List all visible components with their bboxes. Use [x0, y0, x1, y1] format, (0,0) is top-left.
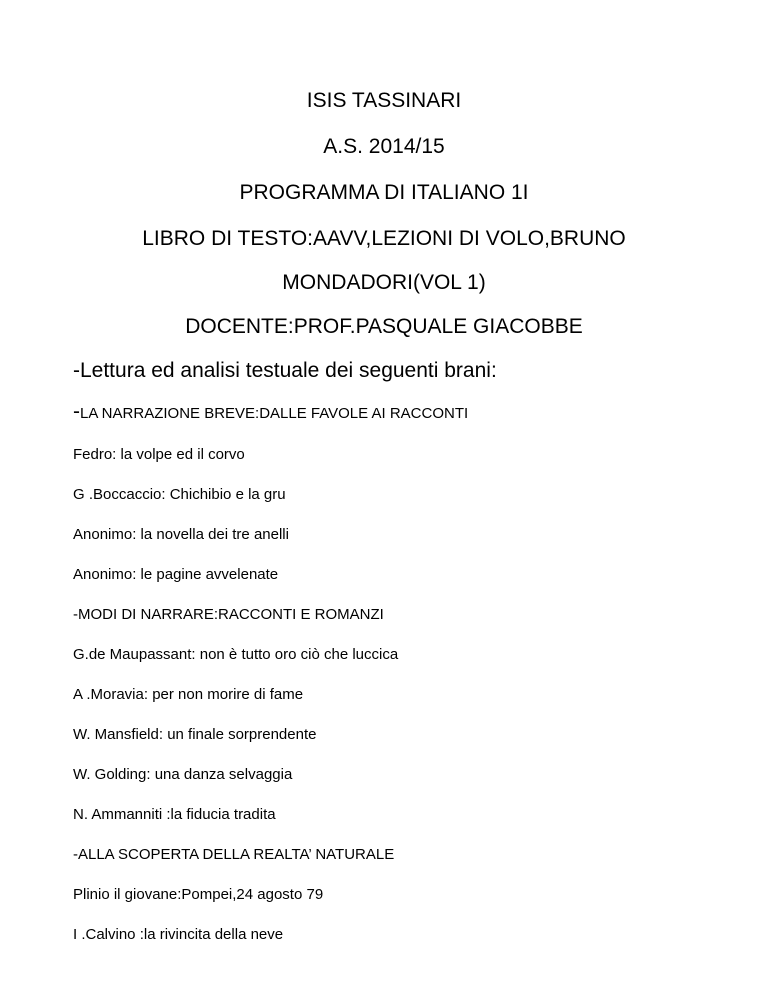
list-item: W. Mansfield: un finale sorprendente — [73, 726, 317, 743]
list-item: G.de Maupassant: non è tutto oro ciò che luccica — [73, 646, 399, 663]
list-item: G .Boccaccio: Chichibio e la gru — [73, 486, 286, 503]
list-item: Fedro: la volpe ed il corvo — [73, 446, 245, 463]
list-item: W. Golding: una danza selvaggia — [73, 766, 293, 783]
list-item: I .Calvino :la rivincita della neve — [73, 926, 284, 943]
section-dash: - — [73, 400, 80, 423]
section-heading: -MODI DI NARRARE:RACCONTI E ROMANZI — [73, 606, 384, 623]
section-heading — [73, 402, 468, 424]
list-item: N. Ammanniti :la fiducia tradita — [73, 806, 276, 823]
list-item: Anonimo: la novella dei tre anelli — [73, 526, 289, 543]
textbook-line-1: LIBRO DI TESTO:AAVV,LEZIONI DI VOLO,BRUNO — [142, 227, 626, 250]
program-title: PROGRAMMA DI ITALIANO 1I — [239, 181, 529, 204]
school-year: A.S. 2014/15 — [323, 135, 445, 158]
intro-line: -Lettura ed analisi testuale dei seguenti brani: — [73, 359, 497, 382]
section-title: LA NARRAZIONE BREVE:DALLE FAVOLE AI RACCONTI — [80, 405, 469, 422]
list-item: Plinio il giovane:Pompei,24 agosto 79 — [73, 886, 324, 903]
section-heading: -ALLA SCOPERTA DELLA REALTA’ NATURALE — [73, 846, 395, 863]
list-item: A .Moravia: per non morire di fame — [73, 686, 304, 703]
school-name: ISIS TASSINARI — [306, 89, 462, 112]
list-item: Anonimo: le pagine avvelenate — [73, 566, 279, 583]
teacher-name: DOCENTE:PROF.PASQUALE GIACOBBE — [185, 315, 583, 338]
textbook-line-2: MONDADORI(VOL 1) — [282, 271, 486, 294]
